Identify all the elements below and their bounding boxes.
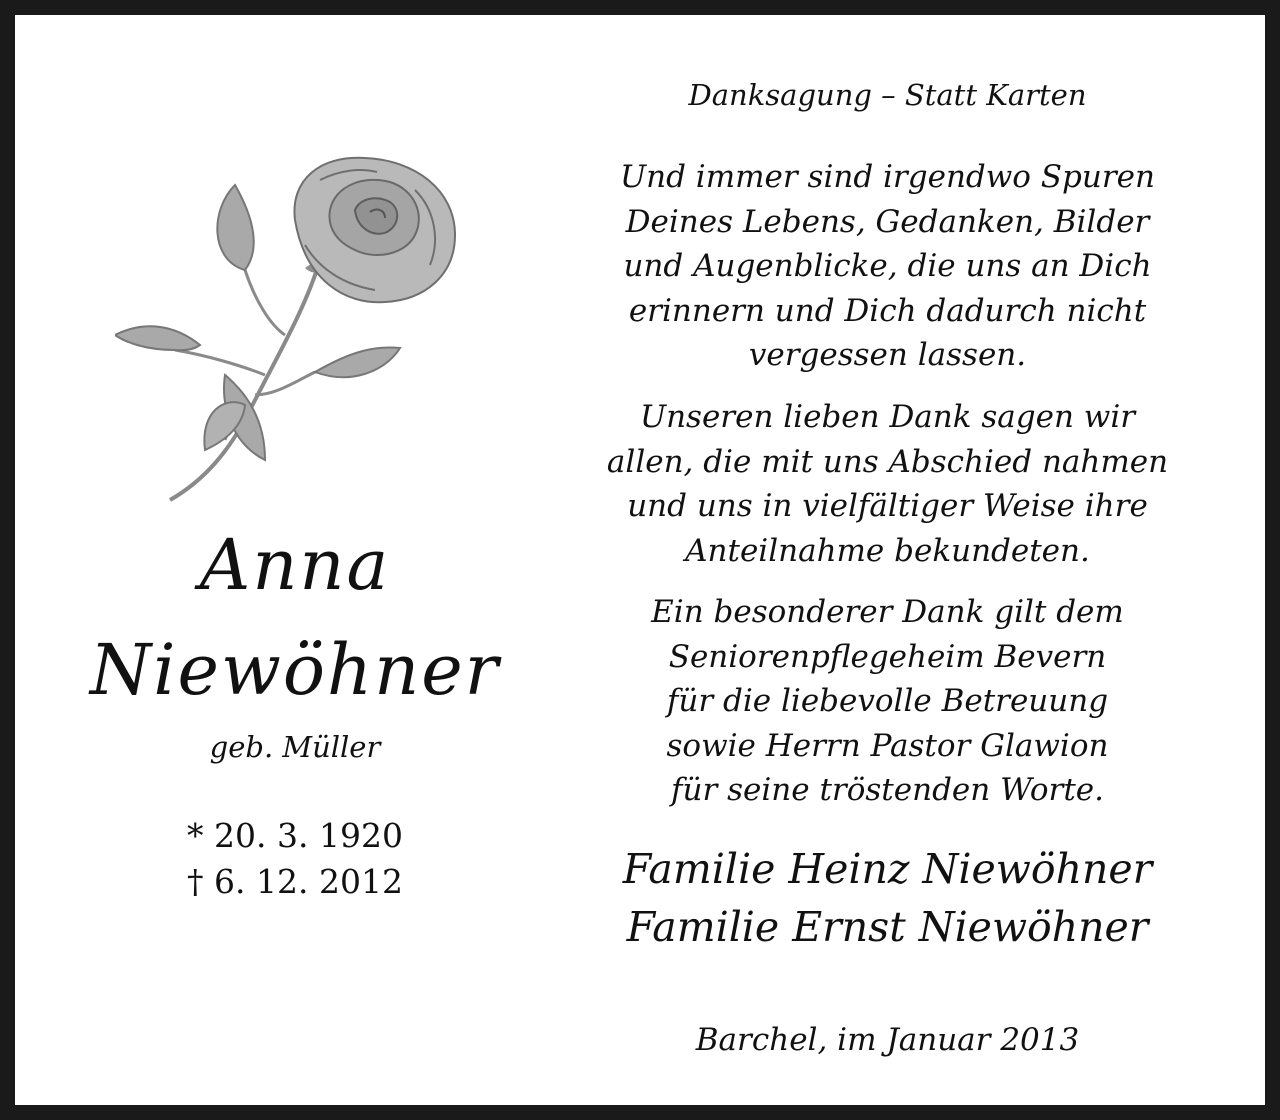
maiden-name: geb. Müller <box>209 730 381 764</box>
family-signatures <box>535 840 1240 956</box>
life-dates <box>55 813 535 905</box>
death-date: † 6. 12. 2012 <box>187 862 403 901</box>
place-date: Barchel, im Januar 2013 <box>695 1022 1080 1058</box>
deceased-first-name: Anna <box>199 524 391 606</box>
text-line: Anteilnahme bekundeten. <box>685 532 1090 569</box>
family-name: Familie Ernst Niewöhner <box>626 903 1149 951</box>
rose-icon <box>115 150 465 505</box>
text-line: für seine tröstenden Worte. <box>671 772 1104 808</box>
family-name: Familie Heinz Niewöhner <box>622 845 1153 893</box>
paragraph-memory <box>535 155 1240 378</box>
text-line: sowie Herrn Pastor Glawion <box>666 727 1109 764</box>
birth-date: * 20. 3. 1920 <box>187 816 403 855</box>
text-line: Und immer sind irgendwo Spuren <box>620 159 1155 195</box>
text-line: und uns in vielfältiger Weise ihre <box>627 488 1148 524</box>
paragraph-special-thanks <box>535 590 1240 813</box>
text-line: Ein besonderer Dank gilt dem <box>651 594 1124 630</box>
deceased-last-name: Niewöhner <box>89 629 501 711</box>
text-line: vergessen lassen. <box>748 337 1027 373</box>
text-line: für die liebevolle Betreuung <box>666 683 1109 719</box>
text-line: erinnern und Dich dadurch nicht <box>628 292 1147 329</box>
paragraph-thanks <box>535 395 1240 573</box>
text-line: Seniorenpflegeheim Bevern <box>668 638 1107 675</box>
text-line: und Augenblicke, die uns an Dich <box>623 248 1152 284</box>
text-line: Unseren lieben Dank sagen wir <box>639 399 1136 435</box>
text-line: Deines Lebens, Gedanken, Bilder <box>625 203 1150 240</box>
notice-heading: Danksagung – Statt Karten <box>688 78 1087 112</box>
text-line: allen, die mit uns Abschied nahmen <box>606 443 1169 480</box>
